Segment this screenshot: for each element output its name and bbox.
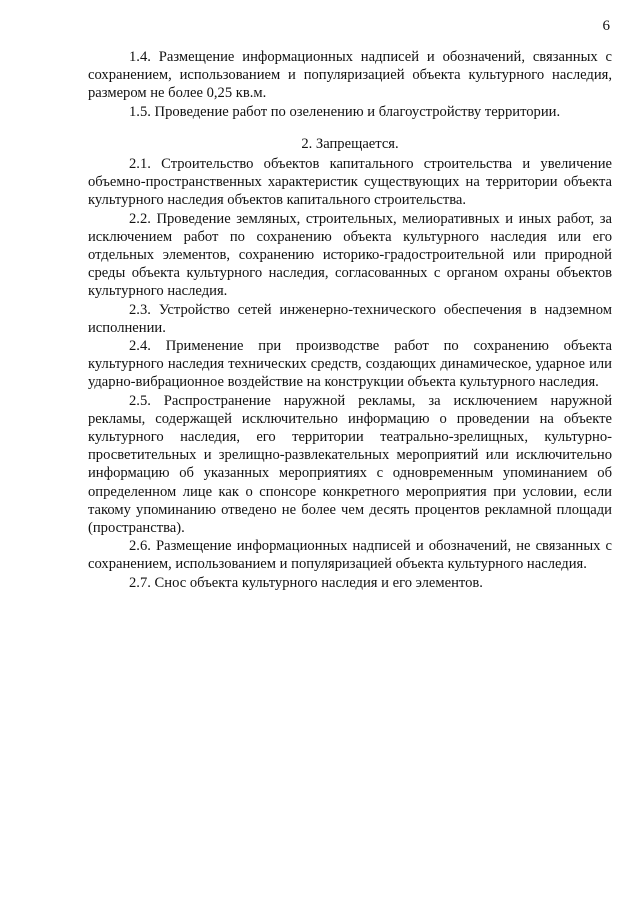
paragraph-2-6: 2.6. Размещение информационных надписей и обозначений, не связанных с сохранением, использованием и популяризацией объекта культурного наследия. xyxy=(88,538,612,573)
section-heading-2: 2. Запрещается. xyxy=(301,135,399,152)
paragraph-2-4: 2.4. Применение при производстве работ по сохранению объекта культурного наследия технических средств, создающих динамическое, ударное или ударно-вибрационное воздействие на конструкции объекта культурного наследия. xyxy=(88,338,612,391)
paragraph-1-4: 1.4. Размещение информационных надписей и обозначений, связанных с сохранением, использованием и популяризацией объекта культурного наследия, размером не более 0,25 кв.м. xyxy=(88,49,612,102)
paragraph-2-2: 2.2. Проведение земляных, строительных, мелиоративных и иных работ, за исключением работ по сохранению объекта культурного наследия или его отдельных элементов, сохранению историко-градостроительной или природной среды объекта культурного наследия, согласованных с органом охраны объектов культурного наследия. xyxy=(88,210,612,300)
paragraph-2-3: 2.3. Устройство сетей инженерно-технического обеспечения в надземном исполнении. xyxy=(88,301,612,336)
document-body xyxy=(88,48,612,592)
paragraph-2-1: 2.1. Строительство объектов капитального строительства и увеличение объемно-пространственных характеристик существующих на территории объекта культурного наследия объектов капитального строительства. xyxy=(88,156,612,209)
page-number: 6 xyxy=(602,18,610,34)
paragraph-1-5: 1.5. Проведение работ по озеленению и благоустройству территории. xyxy=(129,103,561,120)
paragraph-2-5: 2.5. Распространение наружной рекламы, за исключением наружной рекламы, содержащей исключительно информацию о проведении на объекте культурного наследия, его территории театрально-зрелищных, культурно-просветительных и зрелищно-развлекательных мероприятий или исключительно информацию об указанных мероприятиях с одновременным упоминанием об определенном лице как о спонсоре конкретного мероприятия при условии, если такому упоминанию отведено не более чем десять процентов рекламной площади (пространства). xyxy=(88,392,612,537)
paragraph-2-7: 2.7. Снос объекта культурного наследия и его элементов. xyxy=(129,574,483,591)
